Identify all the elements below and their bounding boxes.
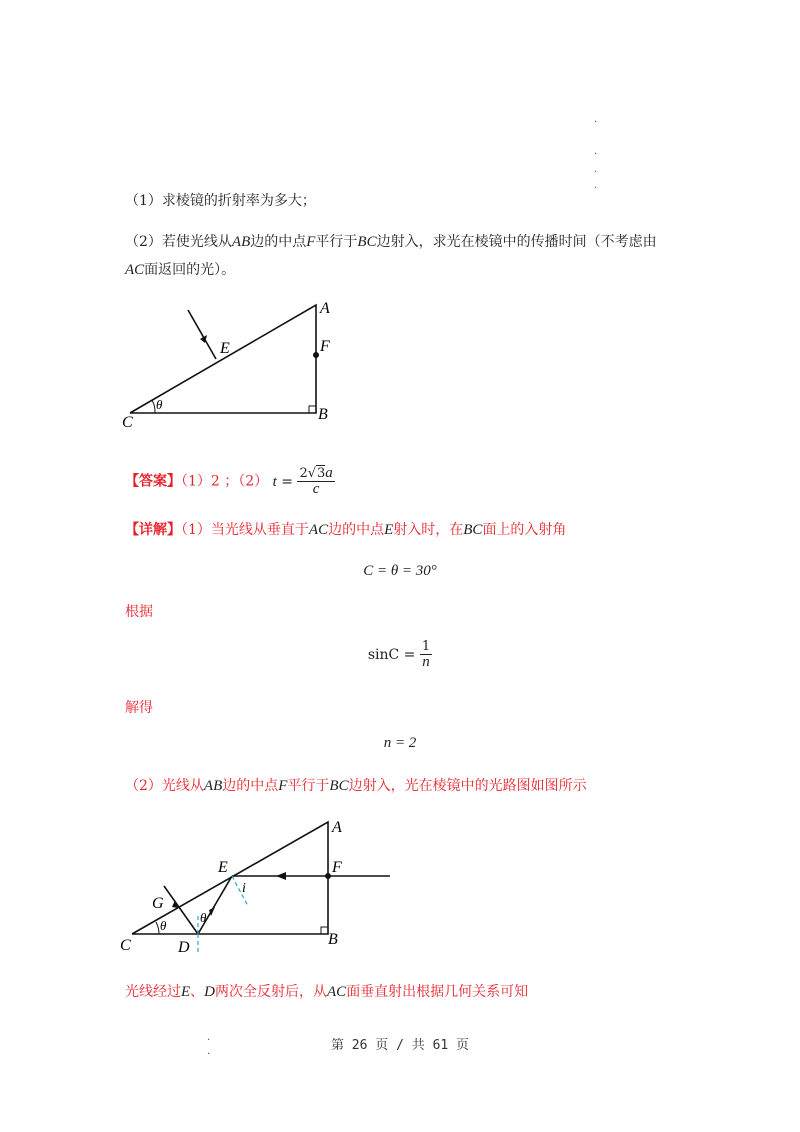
theta-arc <box>152 400 155 413</box>
jiede-text: 解得 <box>125 700 153 716</box>
arrow-fe <box>276 872 286 880</box>
stray-dot: · <box>594 183 598 194</box>
label-i: i <box>242 881 246 896</box>
label-a-2: A <box>332 819 342 836</box>
label-c-2: C <box>120 937 131 954</box>
stray-dot: · <box>594 149 598 160</box>
label-a: A <box>320 300 330 317</box>
label-g: G <box>152 895 164 912</box>
label-b: B <box>318 406 328 423</box>
genju-text: 根据 <box>125 604 153 620</box>
incident-ray <box>188 310 216 359</box>
label-theta-c: θ <box>160 918 167 933</box>
equation-3: n = 2 <box>383 735 417 751</box>
label-f-2: F <box>332 859 342 876</box>
stray-dot: · <box>207 1035 211 1046</box>
label-c: C <box>122 414 133 431</box>
page-footer: 第 26 页 / 共 61 页 <box>330 1038 470 1053</box>
equation-2: sinC = $\frac{1}{n}$ <box>367 639 431 670</box>
ray-ed <box>198 876 232 934</box>
label-f: F <box>320 338 330 355</box>
label-b-2: B <box>328 931 338 948</box>
detail-label: 【详解】 <box>125 522 181 538</box>
theta-arc-c <box>156 922 159 934</box>
point-f-2 <box>325 873 331 879</box>
label-theta-d: θ <box>200 910 207 925</box>
label-e-2: E <box>218 859 228 876</box>
stray-dot: · <box>594 167 598 178</box>
answer-line: 【答案】（1）2 ；（2） t = $\frac{2√3a}{c}$ <box>125 465 333 497</box>
stray-dot: · <box>594 117 598 128</box>
prism-figure-2 <box>110 810 400 960</box>
point-f <box>313 352 319 358</box>
answer-label: 【答案】 <box>125 473 181 490</box>
question-2-line-1: （2）若使光线从AB边的中点F平行于BC边射入，求光在棱镜中的传播时间（不考虑由 <box>125 234 657 250</box>
ray-dg <box>164 886 198 934</box>
label-theta: θ <box>156 397 163 412</box>
part-2-line: （2）光线从AB边的中点F平行于BC边射入，光在棱镜中的光路图如图所示 <box>125 778 587 794</box>
stray-dot: · <box>207 1049 211 1060</box>
right-angle-mark-2 <box>321 927 328 934</box>
detail-line: 【详解】（1）当光线从垂直于AC边的中点E射入时，在BC面上的入射角 <box>125 522 567 538</box>
right-angle-mark <box>309 406 316 413</box>
answer-fraction: $\frac{2√3a}{c}$ <box>299 465 333 497</box>
part-3-line: 光线经过E、D两次全反射后，从AC面垂直射出根据几何关系可知 <box>125 984 529 1000</box>
prism-figure-1 <box>110 295 350 440</box>
question-1: （1）求棱镜的折射率为多大； <box>125 193 316 209</box>
equation-1: C = θ = 30° <box>363 563 437 579</box>
label-e: E <box>220 340 230 357</box>
label-d: D <box>178 939 190 956</box>
question-2-line-2: AC面返回的光）。 <box>125 262 236 278</box>
